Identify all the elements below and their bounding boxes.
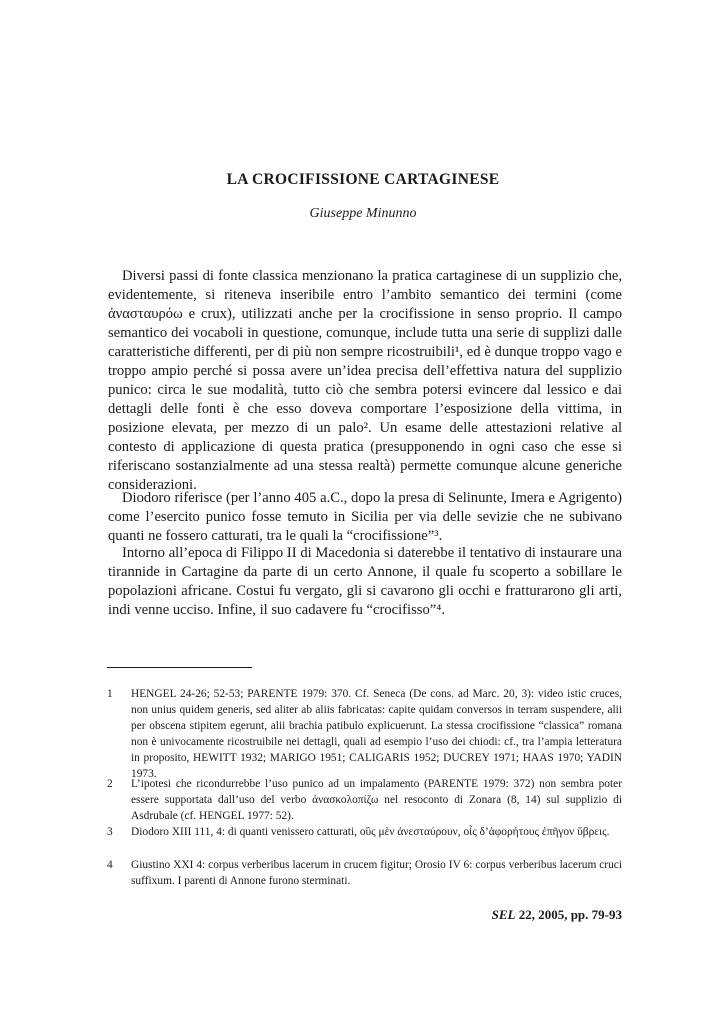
journal-details: 22, 2005, pp. 79-93 xyxy=(518,907,622,922)
footnote-text: L’ipotesi che ricondurrebbe l’uso punico ad un impalamento (PARENTE 1979: 372) non sembra poter essere supportata dall’uso del verbo ἀνασκολοπίζω nel resoconto di Zonara (8, 14) sul supplizio di Asdrubale (cf. HENGEL 1977: 52). xyxy=(131,778,622,822)
journal-citation xyxy=(492,907,622,923)
footnote-text: Giustino XXI 4: corpus verberibus lacerum in crucem figitur; Orosio IV 6: corpus verberibus lacerum cruci suffixum. I parenti di Annone furono sterminati. xyxy=(131,859,622,887)
footnote-number: 1 xyxy=(107,688,113,700)
article-title: LA CROCIFISSIONE CARTAGINESE xyxy=(226,171,500,188)
footnote-number: 2 xyxy=(107,778,113,790)
footnote-text: HENGEL 24-26; 52-53; PARENTE 1979: 370. Cf. Seneca (De cons. ad Marc. 20, 3): video istic cruces, non unius quidem generis, sed aliter ab aliis fabricatas: capite quidam conversos in terram suspendere, alii per obscena stipitem egerunt, alii brachia patibulo explicuerunt. La stessa crocifissione “classica” romana non è univocamente ricostruibile nei dettagli, quali ad esempio l’uso dei chiodi: cf., tra l’ampia letteratura in proposito, HEWITT 1932; MARIGO 1951; CALIGARIS 1952; DUCREY 1971; HAAS 1970; YADIN 1973. xyxy=(131,688,622,780)
footnote-number: 4 xyxy=(107,859,113,871)
footnote-1 xyxy=(107,686,622,782)
footnote-3 xyxy=(107,824,622,840)
footnote-text: Diodoro XIII 111, 4: di quanti venissero catturati, οὓς μὲν ἀνεσταύρουν, οἷς δ’ἀφορήτους ἐπῆγον ὕβρεις. xyxy=(131,826,610,838)
footnote-2 xyxy=(107,776,622,824)
article-author: Giuseppe Minunno xyxy=(309,206,417,221)
footnote-4 xyxy=(107,857,622,889)
journal-name: SEL xyxy=(491,907,516,922)
footnote-number: 3 xyxy=(107,826,113,838)
body-paragraph-2: Diodoro riferisce (per l’anno 405 a.C., dopo la presa di Selinunte, Imera e Agrigento) come l’esercito punico fosse temuto in Sicilia per via delle sevizie che ne subivano quanti ne fossero catturati, tra le quali la “crocifissione”³. xyxy=(108,490,622,544)
body-paragraph-1: Diversi passi di fonte classica menzionano la pratica cartaginese di un supplizio che, evidentemente, si riteneva inseribile entro l’ambito semantico dei termini (come ἀνασταυρόω e crux), utilizzati anche per la crocifissione in senso proprio. Il campo semantico dei vocaboli in questione, comunque, include tutta una serie di supplizi dalle caratteristiche differenti, per di più non sempre ricostruibili¹, ed è dunque troppo vago e troppo ampio perché si possa avere un’idea precisa dell’effettiva natura del supplizio punico: circa le sue modalità, tutto ciò che sembra potersi evincere dal lessico e dai dettagli delle fonti è che esso doveva comportare l’esposizione della vittima, in posizione elevata, per mezzo di un palo². Un esame delle attestazioni relative al contesto di applicazione di questa pratica (presupponendo in ogni caso che esse si riferiscano sostanzialmente ad una stessa realtà) permette comunque alcune generiche considerazioni. xyxy=(108,268,622,493)
footnote-separator xyxy=(107,667,252,668)
body-paragraph-3: Intorno all’epoca di Filippo II di Macedonia si daterebbe il tentativo di instaurare una tirannide in Cartagine da parte di un certo Annone, il quale fu scoperto a sobillare le popolazioni africane. Costui fu vergato, gli si cavarono gli occhi e fratturarono gli arti, indi venne ucciso. Infine, il suo cadavere fu “crocifisso”⁴. xyxy=(108,545,622,618)
